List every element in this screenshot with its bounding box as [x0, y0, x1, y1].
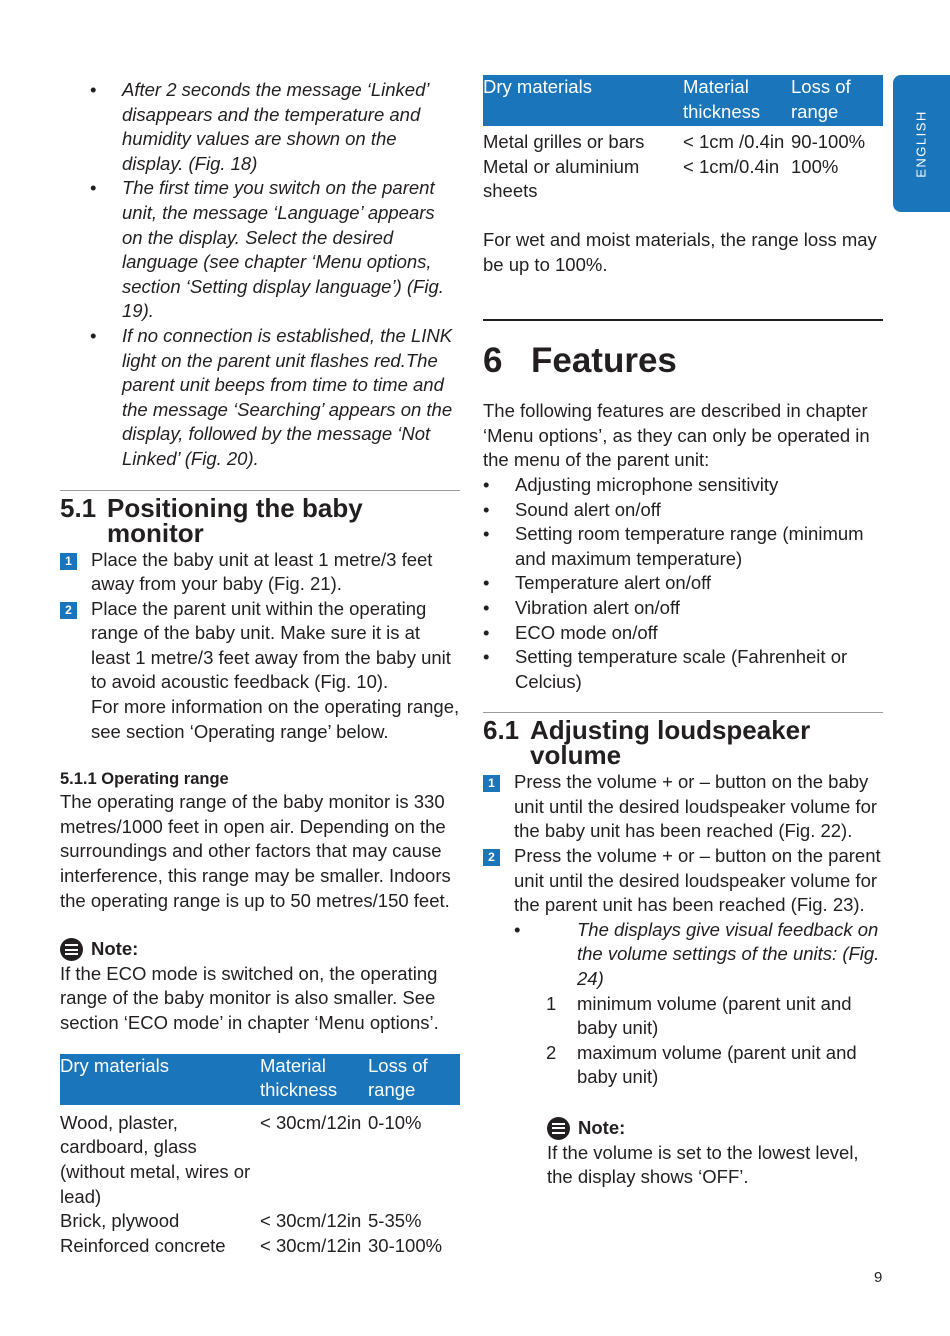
step-number-badge: 1: [60, 553, 77, 570]
table-header-cell: Loss of range: [791, 75, 883, 126]
step-text: Press the volume + or – button on the parent unit until the desired loudspeaker volume for the parent unit has been reached (Fig. 23).: [514, 845, 881, 916]
step-number-badge: 1: [483, 775, 500, 792]
section-number: 5.1: [60, 492, 97, 523]
list-item: 1 minimum volume (parent unit and baby unit): [546, 992, 852, 1039]
sub-bullet-list: [514, 918, 883, 992]
section-number: 6.1: [483, 715, 520, 746]
table-cell: Metal or aluminium sheets: [483, 155, 640, 202]
list-item: • Sound alert on/off: [483, 498, 661, 520]
table-cell: Brick, plywood: [60, 1210, 180, 1232]
materials-table: [60, 1054, 460, 1259]
table-cell: Metal grilles or bars: [483, 131, 645, 153]
positioning-steps: [60, 548, 460, 745]
list-item: • Temperature alert on/off: [483, 572, 712, 594]
features-intro-text: The following features are described in chapter ‘Menu options’, as they can only be operated in the menu of the parent unit:: [483, 400, 870, 471]
features-list: [483, 473, 883, 694]
note-icon: [547, 1117, 570, 1140]
step-text: Place the parent unit within the operating range of the baby unit. Make sure it is at least 1 metre/3 feet away from the baby unit to avoid acoustic feedback (Fig. 10).: [91, 597, 451, 693]
table-header-cell: Dry materials: [483, 75, 683, 126]
table-row: [60, 1234, 460, 1259]
step-item: [483, 770, 883, 844]
table-cell: 30-100%: [368, 1234, 443, 1256]
left-column: [60, 78, 460, 1258]
table-row: [60, 1105, 460, 1209]
note-block: [60, 937, 460, 1035]
table-cell: 100%: [791, 155, 839, 177]
intro-bullet-list: [60, 78, 460, 472]
step-extra-text: For more information on the operating range, see section ‘Operating range’ below.: [91, 696, 460, 742]
section-title: Positioning the baby: [107, 492, 363, 523]
list-item: 2 maximum volume (parent unit and baby unit): [546, 1041, 857, 1088]
chapter-title: Features: [531, 341, 677, 381]
step-text: Press the volume + or – button on the baby unit until the desired loudspeaker volume for the baby unit has been reached (Fig. 22).: [514, 771, 878, 842]
table-header-cell: Loss of range: [368, 1054, 460, 1105]
operating-range-text: The operating range of the baby monitor is 330 metres/1000 feet in open air. Depending on the surroundings and other factors that may cause interference, this range may be smaller. Indoors the operating range is up to 50 metres/150 feet.: [60, 791, 451, 911]
language-tab-label: ENGLISH: [913, 109, 929, 178]
table-row: [60, 1209, 460, 1234]
table-cell: 90-100%: [791, 131, 866, 153]
section-heading-5-1: [60, 490, 460, 546]
list-item: • ECO mode on/off: [483, 621, 658, 643]
table-header-row: [483, 75, 883, 126]
list-item: • Setting temperature scale (Fahrenheit or Celcius): [483, 646, 848, 692]
language-tab: [893, 75, 950, 212]
note-text: If the ECO mode is switched on, the operating range of the baby monitor is also smaller. See section ‘ECO mode’ in chapter ‘Menu options’.: [60, 962, 439, 1033]
right-column: [483, 75, 883, 1190]
note-label: Note:: [578, 1117, 626, 1138]
table-row: [483, 155, 883, 204]
table-row: [483, 126, 883, 155]
step-item: [483, 844, 883, 1090]
page-number: 9: [874, 1269, 883, 1286]
list-item: • The displays give visual feedback on the volume settings of the units: (Fig. 24): [514, 918, 880, 990]
section-title: Adjusting loudspeaker: [530, 715, 811, 746]
list-item: • The first time you switch on the parent unit, the message ‘Language’ appears on the display. Select the desired language (see chapter ‘Menu options, section ‘Setting display language’) (Fig. 19).: [90, 177, 444, 322]
list-item: • Adjusting microphone sensitivity: [483, 473, 779, 495]
table-cell: < 30cm/12in: [260, 1234, 362, 1256]
list-item: • If no connection is established, the LINK light on the parent unit flashes red.The parent unit beeps from time to time and the message ‘Searching’ appears on the display, followed by the message ‘Not Linked’ (Fig. 20).: [90, 324, 453, 469]
note-label: Note:: [91, 938, 139, 960]
table-cell: Wood, plaster, cardboard, glass (without metal, wires or lead): [60, 1111, 251, 1207]
note-text: If the volume is set to the lowest level, the display shows ‘OFF’.: [547, 1141, 859, 1188]
section-title-continued: monitor: [107, 517, 204, 548]
table-cell: 5-35%: [368, 1210, 422, 1232]
table-cell: < 1cm /0.4in: [683, 131, 785, 153]
chapter-heading-6: [483, 319, 883, 381]
note-block: [483, 1116, 883, 1190]
volume-steps: [483, 770, 883, 1090]
table-cell: < 30cm/12in: [260, 1111, 362, 1133]
note-heading: [547, 1116, 883, 1141]
section-heading-6-1: [483, 712, 883, 771]
step-number-badge: 2: [60, 602, 77, 619]
volume-levels-list: [546, 992, 883, 1090]
list-item: • Setting room temperature range (minimum and maximum temperature): [483, 523, 864, 569]
wet-materials-text: For wet and moist materials, the range loss may be up to 100%.: [483, 228, 877, 275]
note-heading: [60, 937, 460, 962]
table-cell: < 30cm/12in: [260, 1210, 362, 1232]
subsection-heading-5-1-1: 5.1.1 Operating range: [60, 770, 229, 789]
materials-table: [483, 75, 883, 204]
note-icon: [60, 938, 83, 961]
table-cell: Reinforced concrete: [60, 1234, 226, 1256]
list-item: • After 2 seconds the message ‘Linked’ disappears and the temperature and humidity values are shown on the display. (Fig. 18): [90, 79, 429, 174]
table-header-cell: Material thickness: [683, 75, 791, 126]
table-cell: 0-10%: [368, 1111, 422, 1133]
list-item: • Vibration alert on/off: [483, 596, 680, 618]
table-cell: < 1cm/0.4in: [683, 155, 780, 177]
table-header-cell: Dry materials: [60, 1054, 260, 1105]
step-item: [60, 597, 460, 745]
step-item: [60, 548, 460, 597]
step-number-badge: 2: [483, 849, 500, 866]
table-header-cell: Material thickness: [260, 1054, 368, 1105]
section-title-continued: volume: [530, 740, 622, 771]
chapter-number: 6: [483, 341, 503, 381]
table-header-row: [60, 1054, 460, 1105]
step-text: Place the baby unit at least 1 metre/3 feet away from your baby (Fig. 21).: [91, 548, 433, 595]
